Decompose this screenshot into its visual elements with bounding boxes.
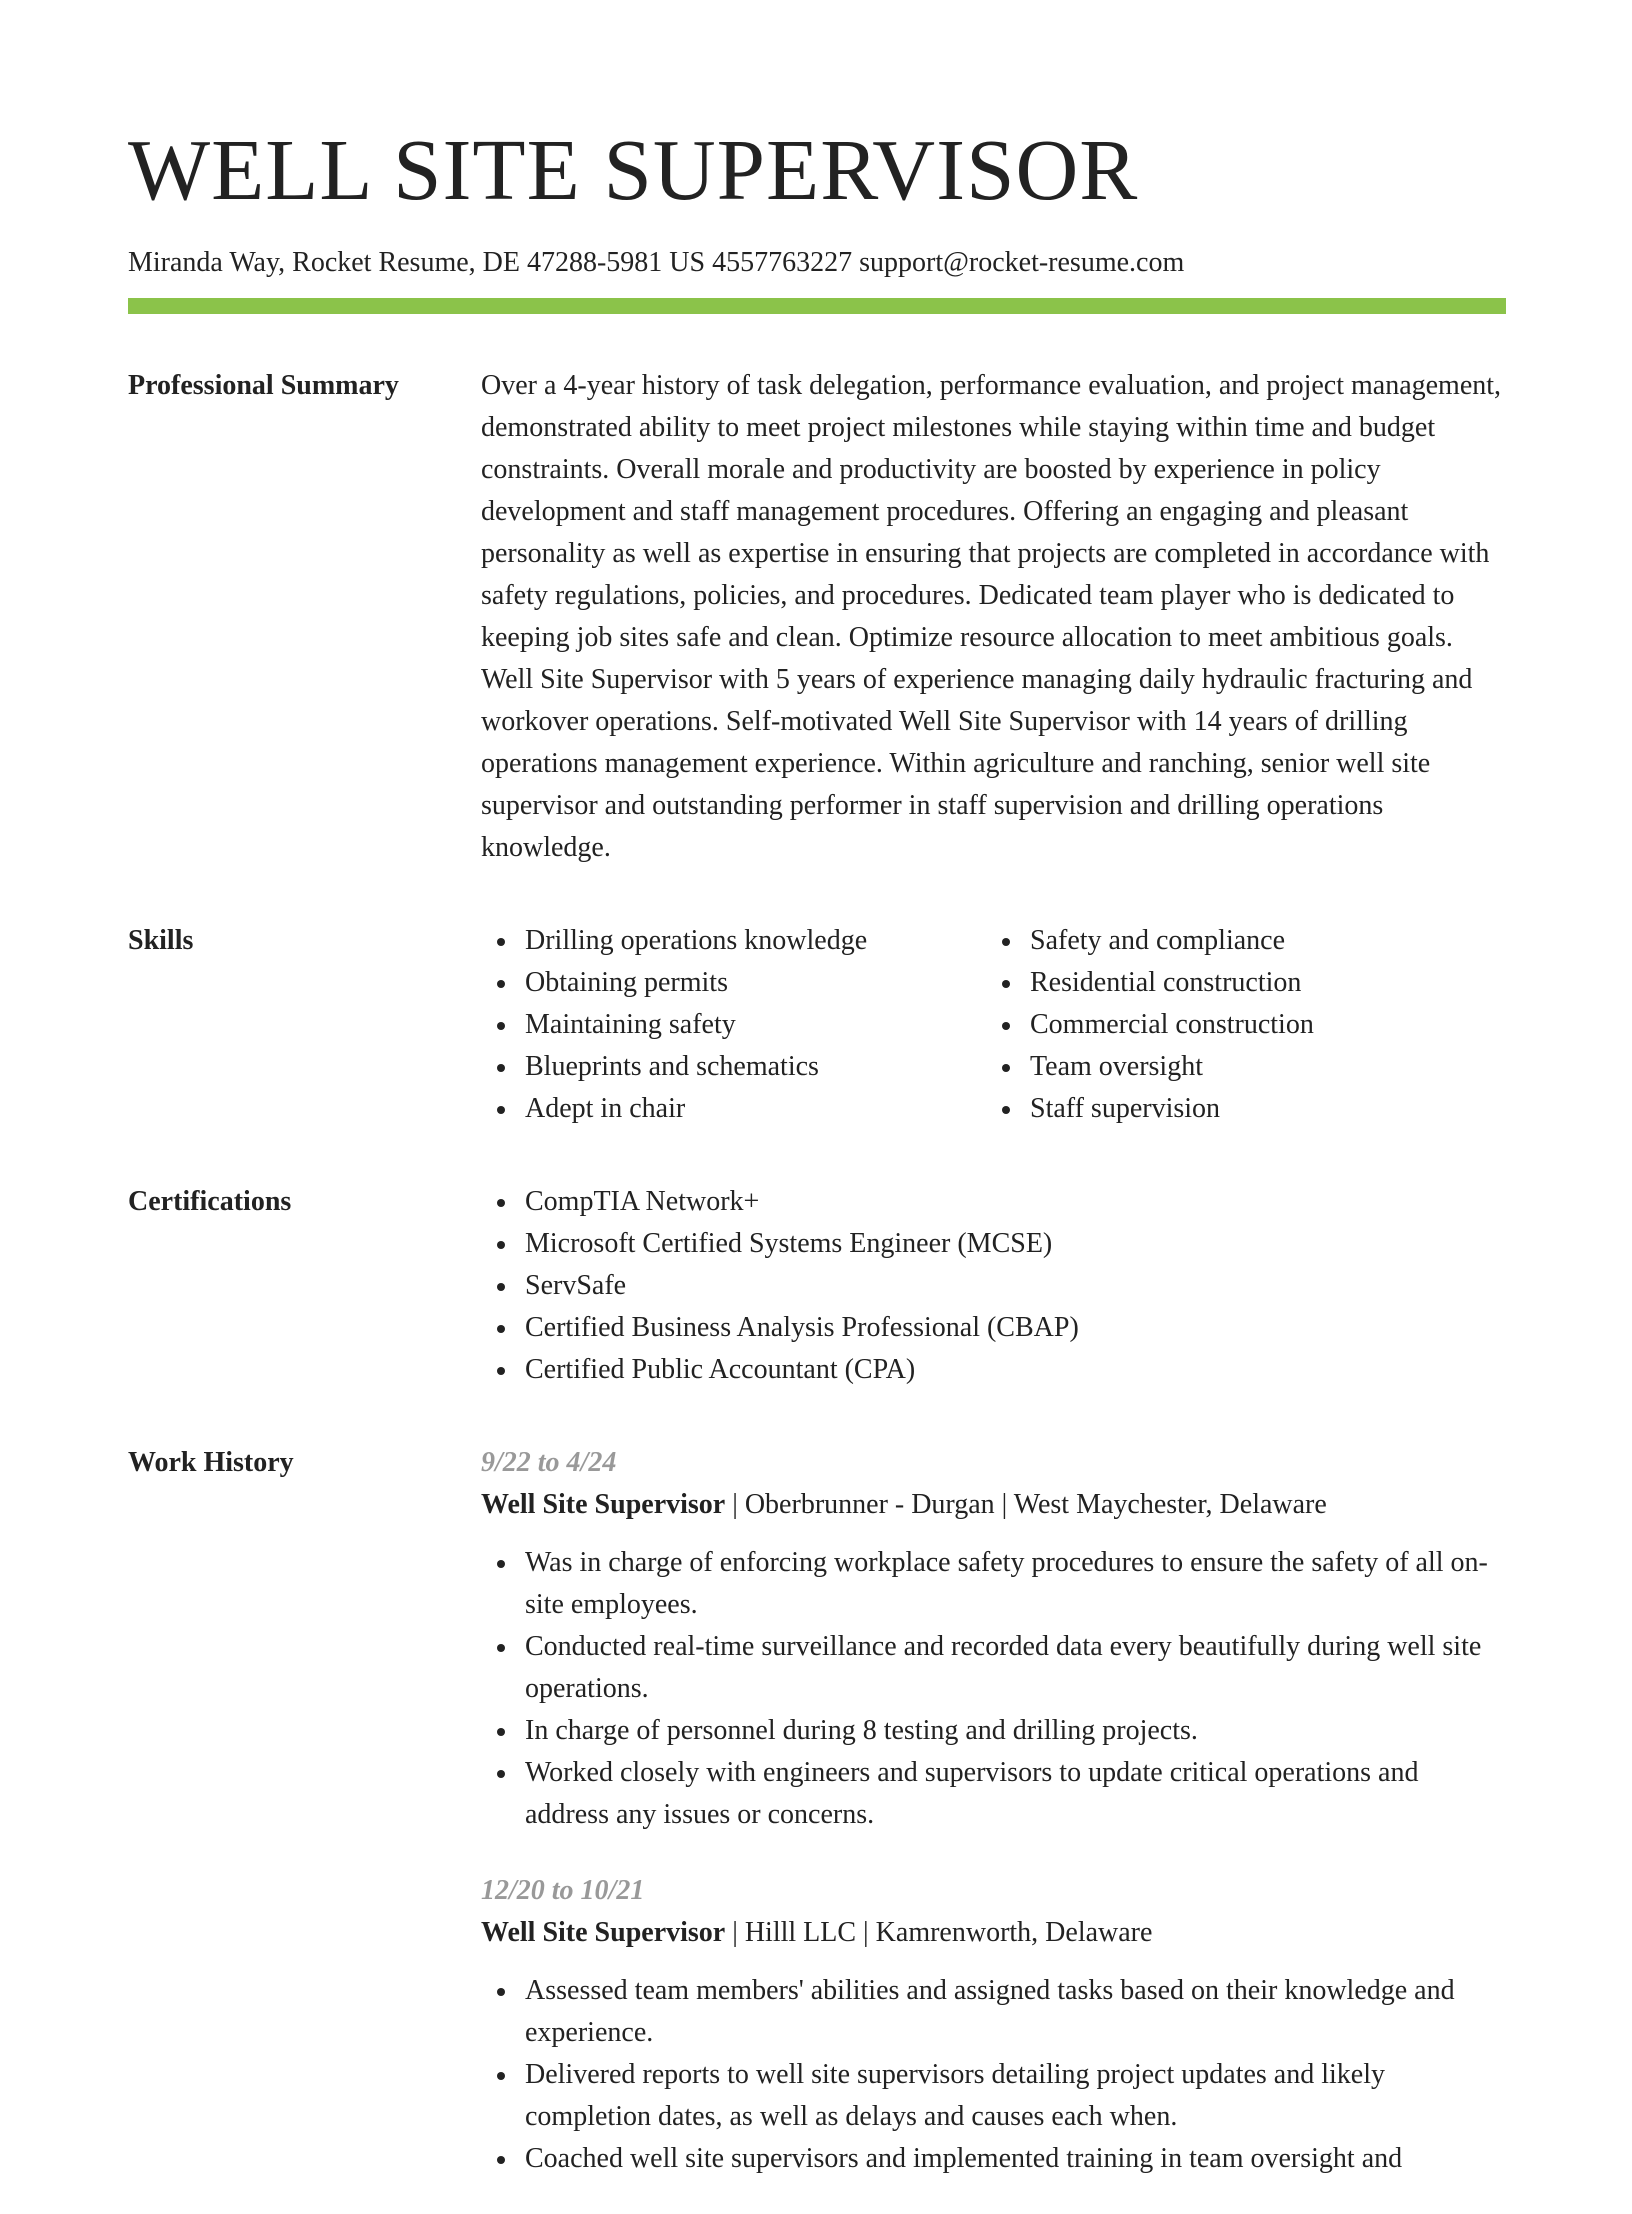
skills-heading: Skills — [128, 925, 194, 956]
job-bullet: Was in charge of enforcing workplace safety procedures to ensure the safety of all on-site employees. — [525, 1542, 1506, 1626]
certifications-content — [481, 1181, 1506, 1391]
job-title: Well Site Supervisor — [481, 1489, 726, 1520]
summary-heading: Professional Summary — [128, 370, 399, 401]
skill-item: Maintaining safety — [525, 1004, 986, 1046]
work-history-content — [481, 1442, 1506, 2214]
job-heading — [481, 1484, 1506, 1526]
certification-item: ServSafe — [525, 1265, 1506, 1307]
job-heading — [481, 1912, 1506, 1954]
certification-item: Microsoft Certified Systems Engineer (MCSE) — [525, 1223, 1506, 1265]
job-bullet: Coached well site supervisors and implemented training in team oversight and — [525, 2138, 1506, 2180]
skills-list-left — [481, 920, 986, 1130]
job-bullet: Worked closely with engineers and supervisors to update critical operations and address any issues or concerns. — [525, 1752, 1506, 1836]
work-history-section — [128, 1445, 1506, 2214]
skill-item: Team oversight — [1030, 1046, 1491, 1088]
skill-item: Safety and compliance — [1030, 920, 1491, 962]
job-bullets — [481, 1542, 1506, 1836]
skills-column-right — [986, 920, 1491, 1130]
certifications-heading: Certifications — [128, 1186, 292, 1217]
work-history-heading: Work History — [128, 1447, 294, 1478]
resume-page — [128, 0, 1506, 2214]
job-bullet: In charge of personnel during 8 testing and drilling projects. — [525, 1710, 1506, 1752]
contact-line: Miranda Way, Rocket Resume, DE 47288-5981 US 4557763227 support@rocket-resume.com — [128, 247, 1185, 278]
skill-item: Staff supervision — [1030, 1088, 1491, 1130]
skills-list-right — [986, 920, 1491, 1130]
skill-item: Obtaining permits — [525, 962, 986, 1004]
job-details: | Oberbrunner - Durgan | West Maychester, Delaware — [725, 1489, 1327, 1520]
job-entry — [481, 1870, 1506, 2180]
job-bullets — [481, 1970, 1506, 2180]
summary-text: Over a 4-year history of task delegation, performance evaluation, and project management, demonstrated ability to meet project milestones while staying within time and budget constraints. Overall morale and productivity are boosted by experience in policy development and staff management procedures. Offering an engaging and pleasant personality as well as expertise in ensuring that projects are completed in accordance with safety regulations, policies, and procedures. Dedicated team player who is dedicated to keeping job sites safe and clean. Optimize resource allocation to meet ambitious goals. Well Site Supervisor with 5 years of experience managing daily hydraulic fracturing and workover operations. Self-motivated Well Site Supervisor with 14 years of drilling operations management experience. Within agriculture and ranching, senior well site supervisor and outstanding performer in staff supervision and drilling operations knowledge. — [481, 370, 1502, 863]
certifications-list — [481, 1181, 1506, 1391]
skill-item: Residential construction — [1030, 962, 1491, 1004]
job-details: | Hilll LLC | Kamrenworth, Delaware — [725, 1917, 1153, 1948]
job-bullet: Assessed team members' abilities and assigned tasks based on their knowledge and experience. — [525, 1970, 1506, 2054]
job-bullet: Delivered reports to well site supervisors detailing project updates and likely completion dates, as well as delays and causes each when. — [525, 2054, 1506, 2138]
skills-column-left — [481, 920, 986, 1130]
resume-title: WELL SITE SUPERVISOR — [128, 121, 1139, 218]
job-title: Well Site Supervisor — [481, 1917, 726, 1948]
skill-item: Drilling operations knowledge — [525, 920, 986, 962]
certification-item: Certified Business Analysis Professional (CBAP) — [525, 1307, 1506, 1349]
job-entry — [481, 1442, 1506, 1836]
skill-item: Commercial construction — [1030, 1004, 1491, 1046]
skill-item: Adept in chair — [525, 1088, 986, 1130]
certification-item: Certified Public Accountant (CPA) — [525, 1349, 1506, 1391]
job-dates: 12/20 to 10/21 — [481, 1875, 645, 1906]
accent-divider — [128, 298, 1506, 314]
summary-section — [128, 368, 1506, 869]
summary-content — [481, 365, 1506, 869]
skill-item: Blueprints and schematics — [525, 1046, 986, 1088]
job-dates: 9/22 to 4/24 — [481, 1447, 617, 1478]
skills-section — [128, 923, 1506, 1130]
certification-item: CompTIA Network+ — [525, 1181, 1506, 1223]
certifications-section — [128, 1184, 1506, 1391]
job-bullet: Conducted real-time surveillance and recorded data every beautifully during well site operations. — [525, 1626, 1506, 1710]
skills-content — [481, 920, 1506, 1130]
